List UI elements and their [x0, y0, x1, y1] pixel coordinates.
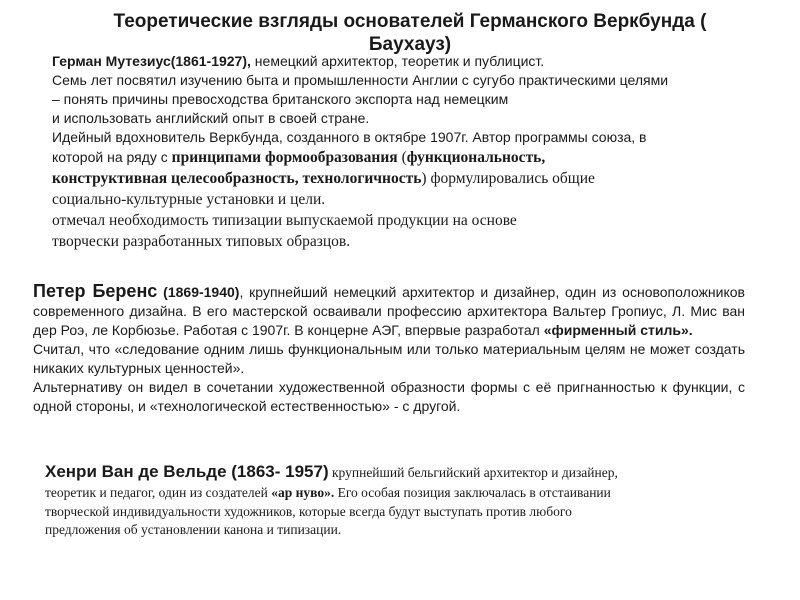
muthesius-intro: [52, 52, 772, 71]
vdv-name: Хенри Ван де Вельде (1863- 1957): [45, 462, 329, 481]
vdv-line-1-rest: крупнейший бельгийский архитектор и дизайнер,: [328, 465, 618, 480]
vdv-line-1: [45, 460, 765, 484]
muthesius-line-2: Семь лет посвятил изучению быта и промышленности Англии с сугубо практическими целями: [52, 72, 669, 88]
muthesius-line-6a: которой на ряду с: [52, 149, 172, 165]
muthesius-line-7: [52, 168, 772, 189]
muthesius-principles: принципами формообразования: [171, 149, 398, 166]
muthesius-line-9: отмечал необходимость типизации выпускаемой продукции на основе: [52, 212, 517, 229]
behrens-name: Петер Беренс: [33, 281, 158, 301]
muthesius-name: Герман Мутезиус(1861-1927),: [52, 53, 251, 69]
van-de-velde-block: [45, 460, 765, 540]
page-title: Теоретические взгляды основателей Германского Веркбунда ( Баухауз): [113, 11, 707, 55]
muthesius-line-5: Идейный вдохновитель Веркбунда, созданного в октябре 1907г. Автор программы союза, в: [52, 129, 647, 145]
vdv-line-2a: теоретик и педагог, один из создателей: [45, 485, 272, 500]
behrens-p1-text: , крупнейший немецкий архитектор и дизайнер, один из основоположников современного дизайна. В его мастерской осваивали профессию архитектора Вальтер Гропиус, Л. Мис ван дер Роэ, ле Корбюзье. Работая с 1907г. В концерне АЭГ, впервые разработал: [33, 284, 745, 338]
muthesius-functionality: функциональность,: [406, 149, 546, 166]
vdv-line-2c: Его особая позиция заключалась в отстаивании: [334, 485, 611, 500]
muthesius-line-4: и использовать английский опыт в своей стране.: [52, 110, 370, 126]
behrens-brand-style: «фирменный стиль».: [543, 322, 693, 338]
vdv-line-2: [45, 484, 765, 503]
muthesius-line-8: социально-культурные установки и цели.: [52, 191, 326, 208]
behrens-paragraph-1: [33, 282, 745, 340]
behrens-years: (1869-1940): [163, 284, 240, 300]
muthesius-line-7b: ) формулировались общие: [421, 170, 595, 187]
muthesius-line-6: [52, 147, 772, 168]
vdv-line-4: предложения об установлении канона и типизации.: [45, 522, 342, 537]
muthesius-constructive: конструктивная целесообразность, технологичность: [52, 170, 422, 187]
behrens-paragraph-3: Альтернативу он видел в сочетании художественной образности формы с её пригнанностью к функции, с одной стороны, и «технологической естественностью» - с другой.: [33, 379, 745, 414]
vdv-art-nouveau: «ар нуво».: [271, 485, 335, 500]
muthesius-block: [52, 52, 772, 252]
muthesius-line-10: творчески разработанных типовых образцов.: [52, 233, 351, 250]
muthesius-intro-rest: немецкий архитектор, теоретик и публицист.: [250, 53, 545, 69]
muthesius-line-3: – понять причины превосходства британского экспорта над немецким: [52, 91, 509, 107]
behrens-paragraph-2: Считал, что «следование одним лишь функциональным или только материальным целям не может создать никаких культурных ценностей».: [33, 341, 745, 376]
behrens-block: [33, 282, 745, 416]
muthesius-paren: (: [397, 149, 407, 166]
vdv-line-3: творческой индивидуальности художников, которые всегда будут выступать против любого: [45, 503, 572, 519]
